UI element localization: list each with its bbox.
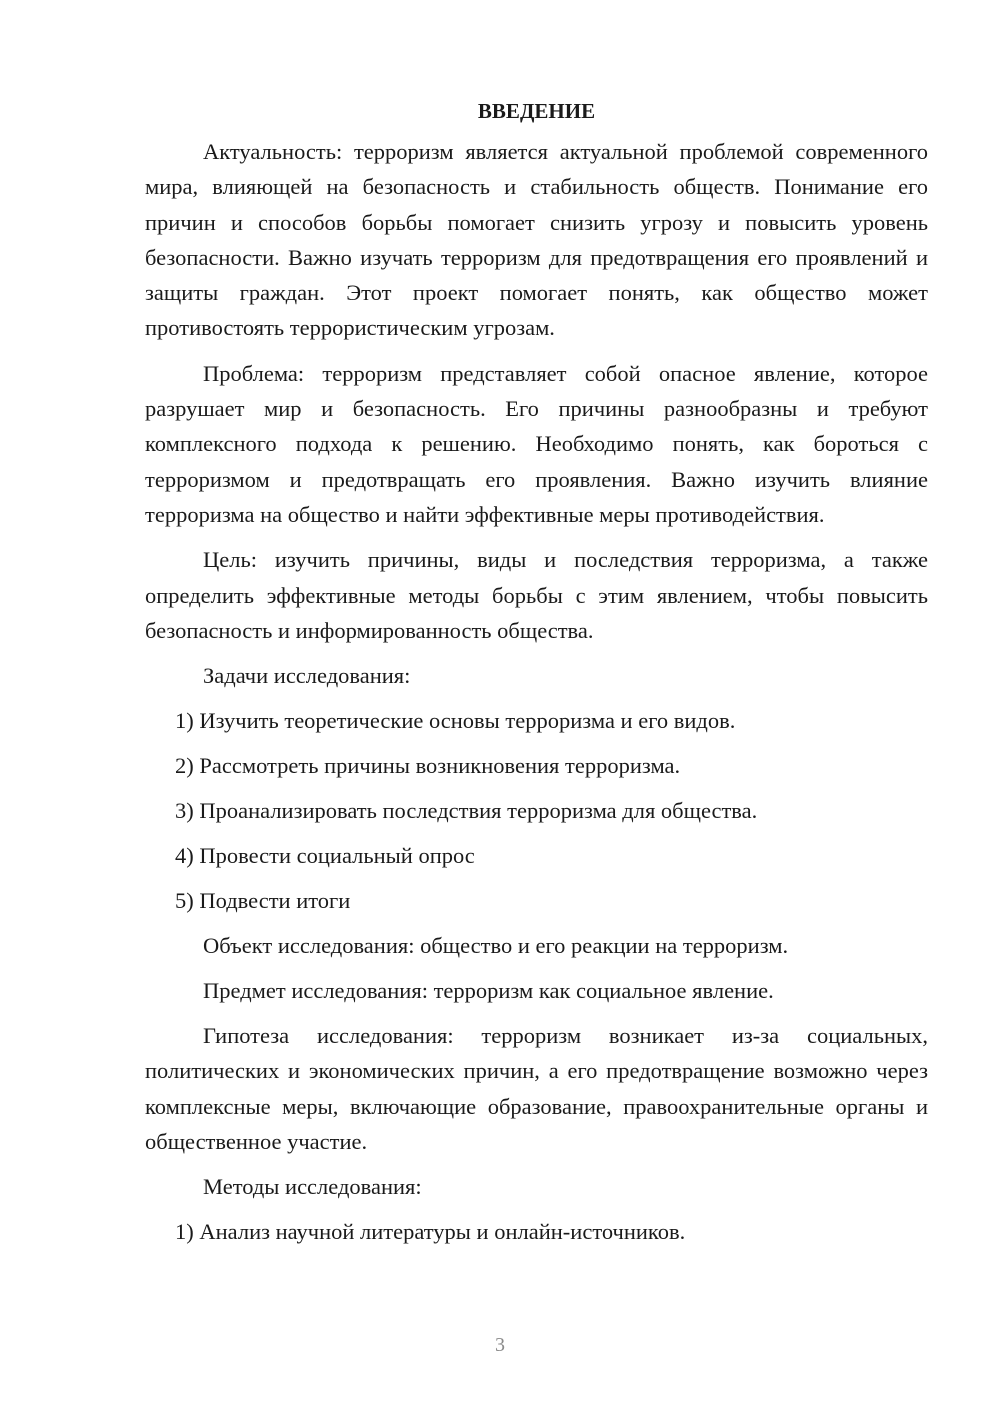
goal-paragraph: Цель: изучить причины, виды и последствия терроризма, а также определить эффективные методы борьбы с этим явлением, чтобы повысить безопасность и информированность общества. (145, 547, 928, 643)
problem-paragraph: Проблема: терроризм представляет собой опасное явление, которое разрушает мир и безопасность. Его причины разнообразны и требуют комплексного подхода к решению. Необходимо понять, как бороться с терроризмом и предотвращать его проявления. Важно изучить влияние терроризма на общество и найти эффективные меры противодействия. (145, 360, 928, 527)
method-item: 1) Анализ научной литературы и онлайн-источников. (175, 1219, 686, 1245)
task-item: 3) Проанализировать последствия терроризма для общества. (175, 798, 758, 824)
page-number: 3 (495, 1334, 505, 1356)
object-line: Объект исследования: общество и его реакции на терроризм. (203, 933, 789, 959)
subject-line: Предмет исследования: терроризм как социальное явление. (203, 978, 774, 1004)
section-title: ВВЕДЕНИЕ (477, 99, 596, 123)
task-item: 4) Провести социальный опрос (175, 843, 475, 869)
task-item: 5) Подвести итоги (175, 888, 351, 914)
tasks-heading: Задачи исследования: (203, 663, 411, 689)
task-item: 2) Рассмотреть причины возникновения терроризма. (175, 753, 681, 779)
hypothesis-paragraph: Гипотеза исследования: терроризм возникает из-за социальных, политических и экономических причин, а его предотвращение возможно через комплексные меры, включающие образование, правоохранительные органы и общественное участие. (145, 1023, 928, 1155)
methods-heading: Методы исследования: (203, 1174, 422, 1200)
task-item: 1) Изучить теоретические основы терроризма и его видов. (175, 708, 736, 734)
page-content (145, 94, 928, 1249)
relevance-paragraph: Актуальность: терроризм является актуальной проблемой современного мира, влияющей на безопасность и стабильность обществ. Понимание его причин и способов борьбы помогает снизить угрозу и повысить уровень безопасности. Важно изучать терроризм для предотвращения его проявлений и защиты граждан. Этот проект помогает понять, как общество может противостоять террористическим угрозам. (145, 139, 928, 341)
